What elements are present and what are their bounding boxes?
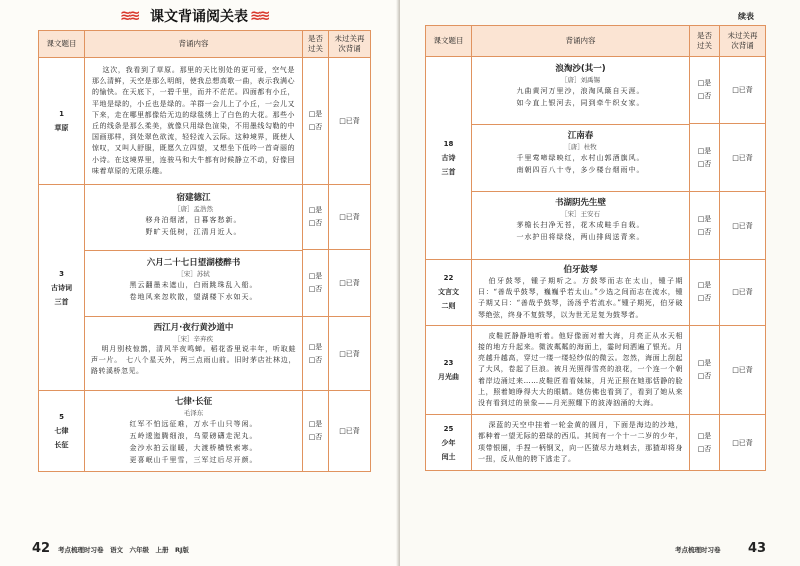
lesson-name: 古诗 — [441, 154, 456, 162]
header-content-col: 背诵内容 — [85, 31, 303, 58]
recite-again-cell[interactable] — [720, 325, 766, 414]
poem-line: 九曲黄河万里沙，浪淘风簸自天涯。 — [516, 87, 645, 95]
lesson-number: 25 — [443, 424, 454, 433]
poem-title: 浪淘沙(其一) — [555, 64, 606, 74]
header-title-col — [426, 26, 472, 57]
pass-check-cell[interactable] — [303, 58, 329, 185]
recite-again-cell[interactable] — [329, 58, 371, 185]
recited-checkbox[interactable]: □已背 — [339, 279, 360, 288]
recitation-content-cell — [472, 260, 690, 326]
title-left-wave-icon: ≋≋ — [120, 8, 138, 24]
poem-line: 更喜岷山千里雪，三军过后尽开颜。 — [129, 456, 258, 465]
pass-check-group[interactable] — [690, 123, 719, 191]
header-text: 未过关再次背诵 — [727, 31, 758, 50]
recite-again-cell[interactable] — [720, 260, 766, 326]
title-right-wave-icon: ≋≋ — [250, 8, 268, 24]
recite-again-cell — [329, 185, 371, 391]
pass-check-group[interactable] — [303, 185, 328, 249]
poem-line: 五岭逶迤腾细浪，乌蒙磅礴走泥丸。 — [129, 432, 258, 441]
poem-line: 卷地风来忽吹散，望湖楼下水如天。 — [129, 293, 258, 302]
table-row — [426, 415, 766, 471]
recitation-content-cell — [85, 58, 303, 185]
lesson-name: 少年 — [441, 438, 456, 447]
pass-yes-checkbox[interactable]: □是 — [308, 206, 323, 215]
lesson-number: 22 — [443, 274, 454, 283]
recite-again-group[interactable] — [329, 249, 370, 316]
recite-again-group[interactable] — [329, 316, 370, 390]
prose-text: 深蓝的天空中挂着一轮金黄的圆月，下面是海边的沙地，都种着一望无际的碧绿的西瓜。其间有一个十一二岁的少年，项带银圈，手捏一柄钢叉，向一匹猹尽力地刺去，那猹却将身一扭，反从他的胯下逃走了。 — [478, 421, 683, 463]
recite-again-cell — [720, 57, 766, 260]
header-text: 是否过关 — [308, 34, 323, 53]
content-block — [85, 186, 302, 250]
recitation-content-cell — [472, 415, 690, 471]
content-block — [472, 415, 689, 470]
poem-line: 茅檐长扫净无苔，花木成畦手自栽。 — [516, 221, 645, 229]
table-header-row — [426, 26, 766, 57]
lesson-title-cell — [426, 260, 472, 326]
recited-checkbox[interactable]: □已背 — [732, 153, 753, 162]
lesson-name: 长征 — [54, 441, 69, 450]
recited-checkbox[interactable]: □已背 — [339, 117, 360, 126]
poem-text: 明月别枝惊鹊，清风半夜鸣蝉。稻花香里说丰年，听取蛙声一片。 七八个星天外，两三点雨山前。旧时茅店社林边，路转溪桥忽见。 — [91, 345, 296, 376]
lesson-title-cell — [426, 415, 472, 471]
header-text: 课文题目 — [46, 39, 77, 48]
table-row — [426, 325, 766, 414]
recited-checkbox[interactable]: □已背 — [339, 213, 360, 222]
pass-check-group[interactable] — [303, 316, 328, 390]
content-block — [472, 260, 689, 325]
poem-line: 金沙水拍云崖暖，大渡桥横铁索寒。 — [129, 444, 258, 453]
footer-text-left: 考点梳理时习卷 语文 六年级 上册 RJ版 — [58, 546, 189, 554]
page-title: 课文背诵阅关表 — [150, 9, 248, 25]
lesson-number: 5 — [59, 413, 64, 422]
table-row — [39, 391, 371, 472]
recitation-content-cell — [85, 185, 303, 391]
pass-yes-checkbox[interactable]: □是 — [308, 272, 323, 281]
lesson-title-cell — [39, 185, 85, 391]
pass-no-checkbox[interactable]: □否 — [308, 219, 323, 228]
lesson-name: 文言文 — [438, 288, 459, 297]
pass-no-checkbox[interactable]: □否 — [308, 433, 323, 442]
poem-title: 西江月·夜行黄沙道中 — [153, 323, 234, 334]
recitation-content-cell — [85, 391, 303, 472]
prose-text: 伯牙鼓琴，锺子期听之。方鼓琴而志在太山，锺子期曰：“善哉乎鼓琴，巍巍乎若太山。”少选之间而志在流水，锺子期又曰：“善哉乎鼓琴，汤汤乎若流水。”锺子期死，伯牙破琴绝弦，终身不复鼓琴，以为世无足复为鼓琴者。 — [478, 277, 683, 319]
recite-again-group[interactable] — [720, 191, 765, 259]
pass-check-group[interactable] — [303, 249, 328, 316]
pass-no-checkbox[interactable]: □否 — [308, 123, 323, 132]
poem-title: 六月二十七日望湖楼醉书 — [146, 258, 241, 269]
poem-author: ［宋］王安石 — [561, 210, 600, 218]
lesson-name: 古诗词 — [51, 283, 72, 292]
lesson-number: 1 — [59, 110, 64, 119]
lesson-number: 18 — [443, 140, 454, 148]
pass-check-cell[interactable] — [303, 391, 329, 472]
recited-checkbox[interactable]: □已背 — [339, 427, 360, 436]
header-title-col — [39, 31, 85, 58]
pass-yes-checkbox[interactable]: □是 — [697, 359, 712, 368]
footer-text-right: 考点梳理时习卷 — [675, 546, 721, 554]
poem-author: ［宋］苏轼 — [177, 270, 210, 279]
pass-check-cell — [303, 185, 329, 391]
poem-author: ［唐］刘禹锡 — [561, 76, 600, 84]
header-text: 是否过关 — [697, 31, 712, 50]
poem-author: ［唐］杜牧 — [564, 143, 597, 151]
prose-text: 皮鞋匠静静地听着。他好像面对着大海，月亮正从水天相接的地方升起来。微波粼粼的海面上，霎时间洒遍了银光。月亮越升越高，穿过一缕一缕轻纱似的微云。忽然，海面上刮起了大风，卷起了巨浪。被月光照得雪亮的浪花，一个连一个朝着岸边涌过来……皮鞋匠看看妹妹，月光正照在她那恬静的脸上，照着她睁得大大的眼睛。她仿佛也看到了，看到了她从来没有看到过的景象——月光照耀下的波涛汹涌的大海。 — [478, 331, 683, 408]
lesson-title-cell — [39, 391, 85, 472]
poem-title: 书湖阴先生壁 — [554, 198, 606, 208]
pass-yes-checkbox[interactable]: □是 — [308, 342, 323, 351]
header-again-col — [720, 26, 766, 57]
poem-line: 一水护田将绿绕，两山排闼送青来。 — [516, 233, 645, 241]
recited-checkbox[interactable]: □已背 — [339, 349, 360, 358]
pass-no-checkbox[interactable]: □否 — [697, 294, 712, 303]
content-block — [85, 391, 302, 471]
right-recitation-table — [425, 25, 766, 471]
header-content-col: 背诵内容 — [472, 26, 690, 57]
table-row — [39, 185, 371, 391]
prose-text: 这次，我看到了草原。那里的天比别处的更可爱，空气是那么清鲜，天空是那么明朗，使我总想高歌一曲，表示我满心的愉快。在天底下，一碧千里，而并不茫茫。四面都有小丘，平地是绿的，小丘也是绿的。羊群一会儿上了小丘，一会儿又下来，走在哪里都像给无边的绿毯绣上了白色的大花。那些小丘的线条是那么柔美，就像只用绿色渲染，不用墨线勾勒的中国画那样，到处翠色欲流，轻轻流入云际。这种境界，既使人惊叹，又叫人舒服，既愿久立四望，又想坐下低吟一首奇丽的小诗。在这境界里，连骏马和大牛都有时候静立不动，好像回味着草原的无限乐趣。 — [92, 66, 295, 175]
right-page — [400, 0, 800, 566]
poem-line: 黑云翻墨未遮山，白雨跳珠乱入船。 — [129, 281, 258, 290]
left-recitation-table — [38, 30, 371, 472]
pass-check-group[interactable] — [690, 57, 719, 123]
poem-title: 宿建德江 — [176, 193, 211, 204]
poem-title: 七律·长征 — [174, 397, 213, 408]
content-block — [85, 58, 302, 184]
pass-check-cell[interactable] — [690, 260, 720, 326]
recited-checkbox[interactable]: □已背 — [732, 221, 753, 230]
lesson-name: 草原 — [54, 124, 69, 133]
content-block — [472, 124, 689, 191]
header-again-col — [329, 31, 371, 58]
lesson-name: 月光曲 — [438, 373, 459, 382]
pass-yes-checkbox[interactable]: □是 — [308, 420, 323, 429]
poem-line: 移舟泊烟渚，日暮客愁新。 — [145, 216, 242, 225]
lesson-number: 3 — [59, 269, 64, 278]
recited-checkbox[interactable]: □已背 — [732, 366, 753, 375]
pass-check-cell[interactable] — [690, 415, 720, 471]
pass-no-checkbox[interactable]: □否 — [308, 285, 323, 294]
recitation-content-cell — [472, 57, 690, 260]
poem-line: 红军不怕远征难，万水千山只等闲。 — [129, 420, 258, 429]
table-row — [426, 260, 766, 326]
pass-check-group[interactable] — [690, 191, 719, 259]
content-block — [472, 58, 689, 124]
header-text: 未过关再次背诵 — [334, 34, 365, 53]
header-text: 课文题目 — [433, 36, 464, 45]
pass-yes-checkbox[interactable]: □是 — [697, 214, 712, 223]
pass-no-checkbox[interactable]: □否 — [308, 355, 323, 364]
lesson-title-cell — [39, 58, 85, 185]
header-pass-col — [303, 31, 329, 58]
table-header-row — [39, 31, 371, 58]
content-block — [85, 250, 302, 316]
pass-no-checkbox[interactable]: □否 — [697, 159, 712, 168]
lesson-title-cell — [426, 325, 472, 414]
recite-again-group[interactable] — [720, 123, 765, 191]
poem-line: 千里莺啼绿映红，水村山郭酒旗风。 — [516, 154, 645, 162]
continued-label: 续表 — [738, 12, 754, 21]
recited-checkbox[interactable]: □已背 — [732, 86, 753, 94]
content-block — [85, 316, 302, 389]
pass-no-checkbox[interactable]: □否 — [697, 227, 712, 236]
lesson-name: 闰土 — [441, 452, 456, 461]
pass-yes-checkbox[interactable]: □是 — [697, 431, 712, 440]
lesson-name: 二则 — [441, 302, 456, 311]
content-block — [472, 191, 689, 258]
table-row — [39, 58, 371, 185]
pass-yes-checkbox[interactable]: □是 — [697, 281, 712, 290]
pass-no-checkbox[interactable]: □否 — [697, 444, 712, 453]
poem-line: 野旷天低树，江清月近人。 — [145, 228, 242, 237]
lesson-title-cell — [426, 57, 472, 260]
poem-author: ［唐］孟浩然 — [174, 205, 213, 214]
lesson-number: 23 — [443, 359, 454, 368]
pass-yes-checkbox[interactable]: □是 — [697, 146, 712, 155]
pass-yes-checkbox[interactable]: □是 — [308, 110, 323, 119]
lesson-name: 三首 — [54, 297, 69, 306]
pass-check-cell[interactable] — [690, 325, 720, 414]
page-number-right: 43 — [748, 541, 767, 556]
recite-again-cell[interactable] — [720, 415, 766, 471]
recitation-content-cell — [472, 325, 690, 414]
header-pass-col — [690, 26, 720, 57]
poem-line: 如今直上银河去，同到牵牛织女家。 — [516, 99, 645, 107]
pass-no-checkbox[interactable]: □否 — [697, 92, 712, 100]
table-row — [426, 57, 766, 260]
poem-author: 毛泽东 — [183, 409, 204, 418]
content-block — [472, 326, 689, 414]
pass-yes-checkbox[interactable]: □是 — [697, 79, 712, 87]
recited-checkbox[interactable]: □已背 — [732, 438, 753, 447]
lesson-name: 七律 — [54, 427, 69, 436]
text-title: 伯牙鼓琴 — [563, 265, 598, 275]
recite-again-group[interactable] — [720, 57, 765, 123]
recited-checkbox[interactable]: □已背 — [732, 288, 753, 297]
lesson-name: 三首 — [441, 168, 456, 176]
poem-line: 南朝四百八十寺，多少楼台烟雨中。 — [516, 166, 645, 174]
poem-author: ［宋］辛弃疾 — [174, 335, 213, 344]
pass-no-checkbox[interactable]: □否 — [697, 372, 712, 381]
recite-again-cell[interactable] — [329, 391, 371, 472]
recite-again-group[interactable] — [329, 185, 370, 249]
poem-title: 江南春 — [567, 131, 594, 141]
pass-check-cell — [690, 57, 720, 260]
page-number-left: 42 — [32, 541, 51, 556]
